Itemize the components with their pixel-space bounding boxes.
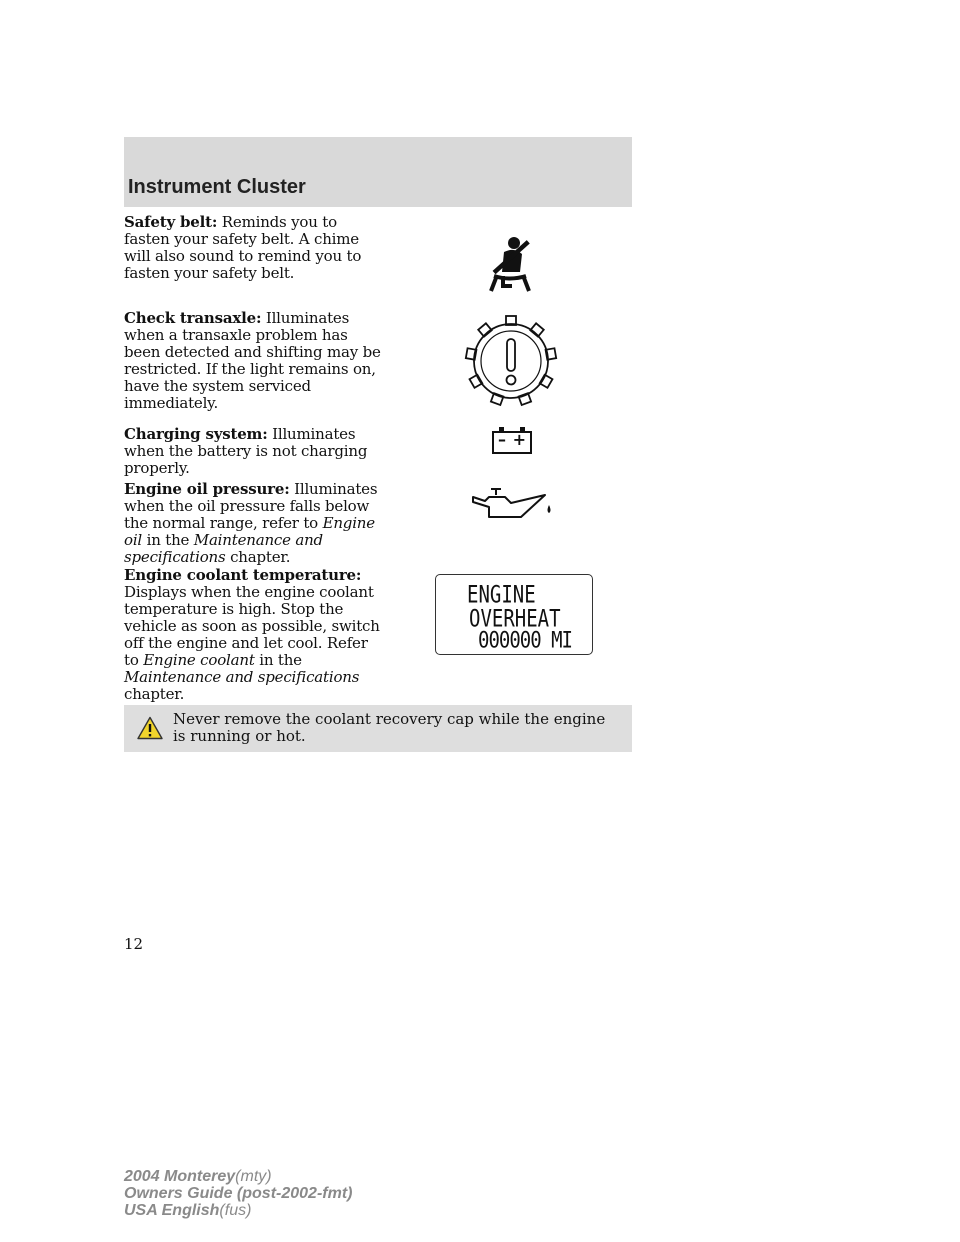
engine-overheat-display — [435, 574, 593, 655]
battery-plus: + — [512, 430, 526, 449]
desc-engine-coolant-b: in the — [259, 651, 302, 669]
desc-engine-oil-b: in the — [146, 531, 190, 549]
display-line-1: ENGINE — [467, 581, 536, 609]
battery-body — [492, 431, 532, 454]
footer-guide: Owners Guide (post-2002-fmt) — [124, 1185, 353, 1202]
oil-can-icon — [471, 485, 559, 525]
display-line-3: 000000 MI — [478, 628, 572, 654]
warning-text: Never remove the coolant recovery cap while the engine is running or hot. — [173, 710, 606, 745]
chapter-title: Instrument Cluster — [128, 176, 306, 198]
footer-model: 2004 Monterey — [124, 1168, 236, 1185]
entry-charging-system — [124, 426, 386, 477]
battery-minus: – — [498, 430, 506, 449]
ref-maintenance-chapter: Maintenance and specifications — [124, 531, 323, 566]
document-footer — [124, 1168, 352, 1219]
entry-safety-belt — [124, 214, 386, 282]
footer-language: USA English — [124, 1202, 220, 1219]
safety-belt-icon — [484, 232, 536, 294]
term-check-transaxle: Check transaxle: — [124, 309, 262, 327]
desc-engine-oil-a: Illuminates when the oil pressure falls below the normal range, refer to — [124, 480, 378, 532]
desc-charging-system: Illuminates when the battery is not charging properly. — [124, 425, 368, 477]
term-charging-system: Charging system: — [124, 425, 268, 443]
entry-engine-coolant — [124, 567, 386, 703]
entry-engine-oil — [124, 481, 386, 566]
footer-line-3 — [124, 1202, 352, 1219]
desc-engine-coolant-a: Displays when the engine coolant temperature is high. Stop the vehicle as soon as possible, switch off the engine and let cool. Refer to — [124, 583, 380, 669]
battery-icon — [492, 427, 532, 454]
entry-check-transaxle — [124, 310, 386, 412]
ref-maintenance-chapter-2: Maintenance and specifications — [124, 668, 360, 686]
footer-line-2 — [124, 1185, 352, 1202]
footer-language-code: (fus) — [219, 1202, 252, 1219]
ref-engine-oil: Engine oil — [124, 514, 375, 549]
warning-box — [124, 705, 632, 752]
term-engine-coolant: Engine coolant temperature: — [124, 566, 362, 584]
warning-triangle-icon — [137, 716, 163, 740]
page-number: 12 — [124, 935, 144, 953]
desc-safety-belt: Reminds you to fasten your safety belt. A chime will also sound to remind you to fasten your safety belt. — [124, 213, 362, 282]
term-engine-oil: Engine oil pressure: — [124, 480, 290, 498]
desc-engine-coolant-c: chapter. — [124, 685, 185, 703]
display-line-2: OVERHEAT — [469, 605, 561, 633]
footer-line-1 — [124, 1168, 352, 1185]
footer-model-code: (mty) — [235, 1168, 272, 1185]
term-safety-belt: Safety belt: — [124, 213, 218, 231]
chapter-header — [124, 137, 632, 207]
transaxle-gear-icon — [463, 313, 559, 409]
ref-engine-coolant: Engine coolant — [143, 651, 255, 669]
desc-engine-oil-c: chapter. — [230, 548, 291, 566]
desc-check-transaxle: Illuminates when a transaxle problem has been detected and shifting may be restricted. If the light remains on, have the system serviced immediately. — [124, 309, 381, 412]
